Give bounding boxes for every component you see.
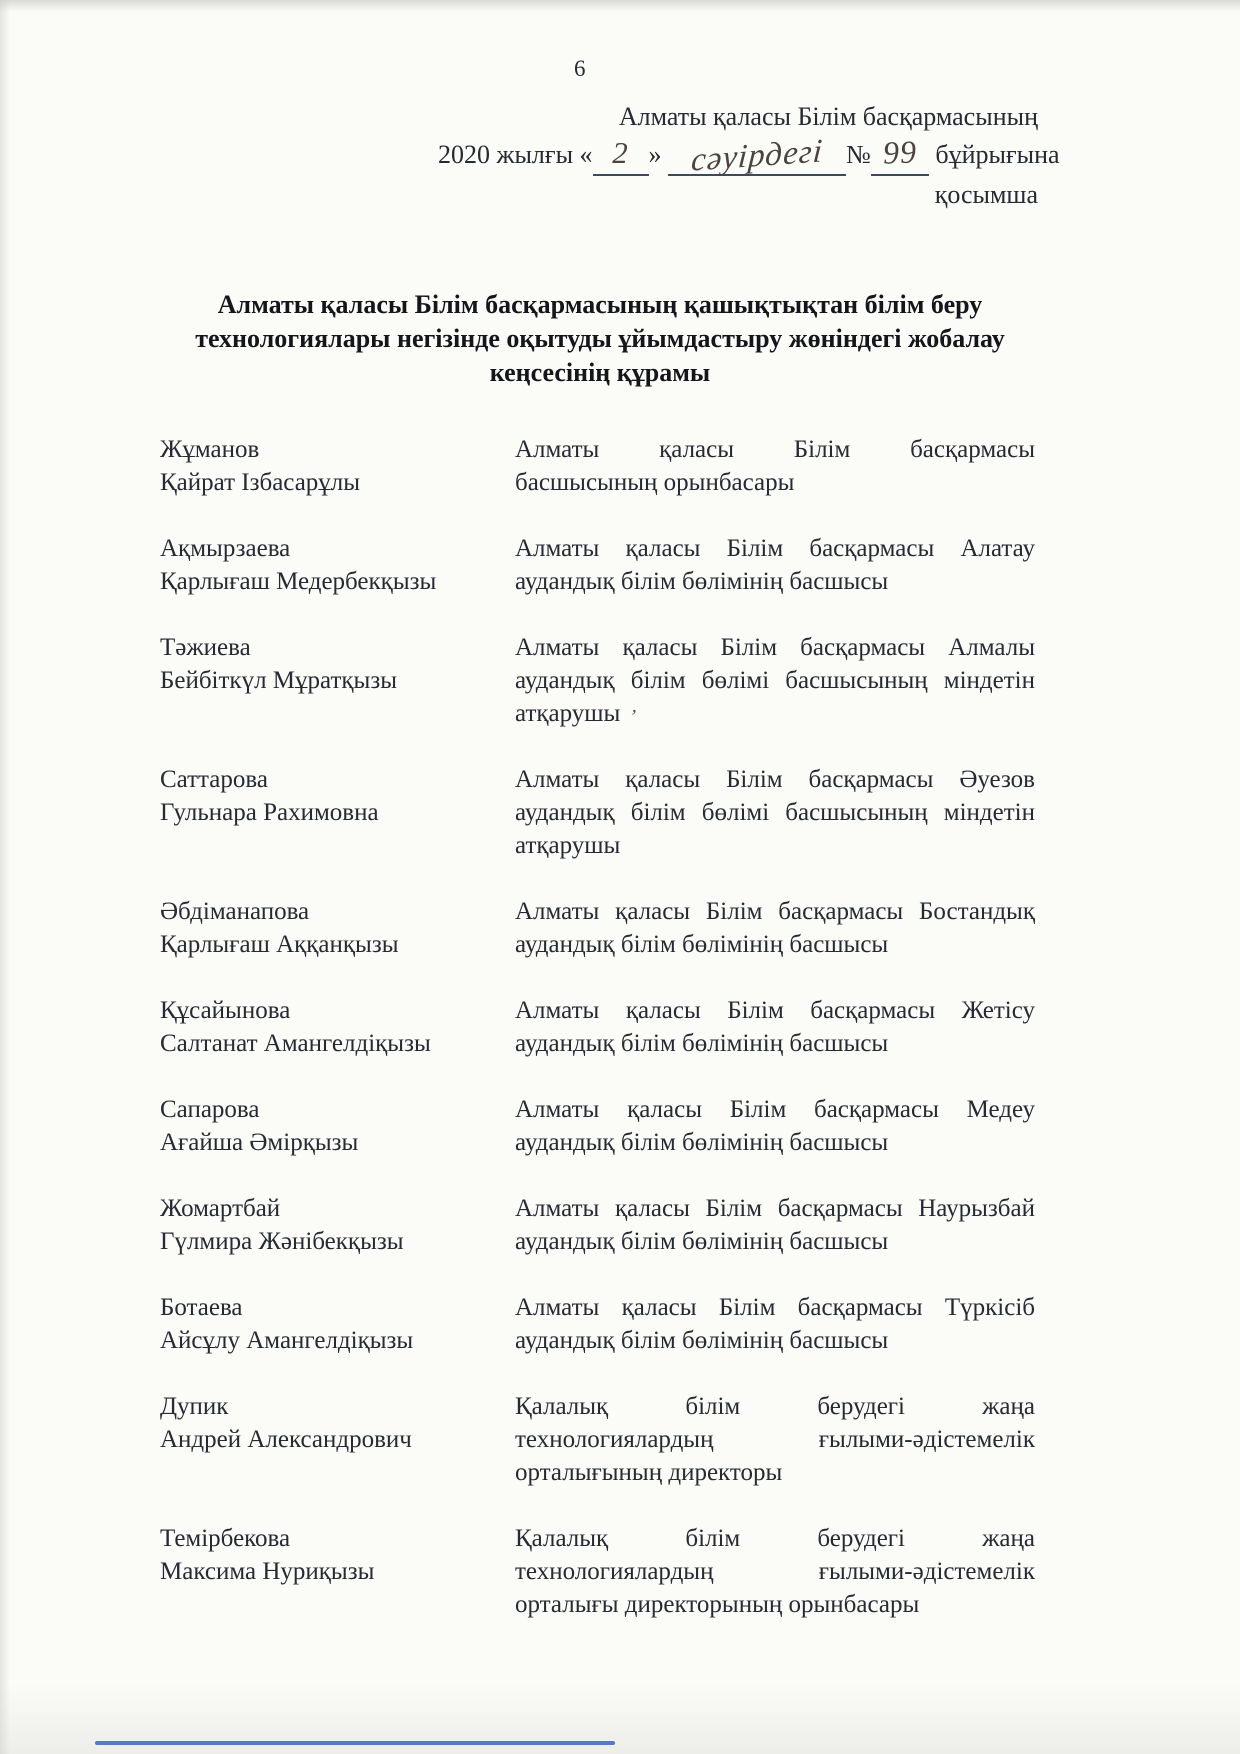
member-surname: Әбдіманапова	[160, 898, 310, 925]
member-given-names: Айсұлу Амангелдіқызы	[160, 1327, 414, 1354]
position-line: Алматы қаласы Білім басқармасы Алмалы	[515, 634, 1035, 661]
handwritten-day: 2	[612, 135, 629, 170]
position-line: атқарушы	[515, 700, 621, 727]
member-surname: Ботаева	[160, 1294, 243, 1321]
page-number: 6	[574, 56, 586, 81]
member-name	[160, 1192, 515, 1258]
month-blank-underline	[668, 133, 846, 179]
handwritten-order-number: 99	[882, 133, 918, 171]
member-surname: Саттарова	[160, 766, 268, 793]
member-name	[160, 1522, 515, 1621]
member-row	[160, 1093, 1035, 1159]
order-number-underline	[871, 133, 929, 176]
order-reference-line2	[438, 133, 1060, 179]
order-reference-block	[438, 98, 1060, 214]
order-date-prefix: 2020 жылғы «	[438, 140, 593, 169]
position-line: аудандық білім бөлімінің басшысы	[515, 1030, 889, 1057]
member-name	[160, 631, 515, 730]
member-position	[515, 1291, 1035, 1357]
member-name	[160, 763, 515, 862]
position-line: Алматы қаласы Білім басқармасы Әуезов	[515, 766, 1035, 793]
member-row	[160, 1522, 1035, 1621]
position-line: Алматы қаласы Білім басқармасы Медеу	[515, 1096, 1035, 1123]
member-surname: Құсайынова	[160, 997, 291, 1024]
order-reference-line3: қосымша	[934, 180, 1038, 209]
member-row	[160, 994, 1035, 1060]
day-blank-underline	[593, 136, 649, 176]
member-name	[160, 433, 515, 499]
position-line: орталығы директорының орынбасары	[515, 1591, 920, 1618]
member-position	[515, 1192, 1035, 1258]
handwritten-month: сәуірдегі	[690, 133, 825, 179]
position-line: басшысының орынбасары	[515, 469, 795, 496]
member-name	[160, 1390, 515, 1489]
member-given-names: Бейбіткүл Мұратқызы	[160, 667, 398, 694]
position-line: аудандық білім бөлімінің басшысы	[515, 568, 889, 595]
member-row	[160, 1390, 1035, 1489]
position-line: орталығының директоры	[515, 1459, 783, 1486]
scan-blue-line-artifact	[95, 1741, 615, 1745]
position-line: технологиялардың ғылыми-әдістемелік	[515, 1558, 1035, 1585]
order-reference-suffix: бұйрығына	[935, 140, 1060, 169]
member-position	[515, 1093, 1035, 1159]
member-given-names: Гүлмира Жәнібекқызы	[160, 1228, 404, 1255]
member-name	[160, 1093, 515, 1159]
order-reference-line1: Алматы қаласы Білім басқармасының	[618, 102, 1038, 131]
position-line: аудандық білім бөлімінің басшысы	[515, 1228, 889, 1255]
member-row	[160, 532, 1035, 598]
title-line: Алматы қаласы Білім басқармасының қашықтықтан білім беру	[217, 290, 983, 319]
position-line: Алматы қаласы Білім басқармасы Алатау	[515, 535, 1035, 562]
position-line: аудандық білім бөлімі басшысының міндетін	[515, 799, 1035, 826]
member-given-names: Гульнара Рахимовна	[160, 799, 379, 826]
member-surname: Ақмырзаева	[160, 535, 291, 562]
member-row	[160, 1291, 1035, 1357]
scan-speck: ’	[628, 705, 639, 729]
member-given-names: Қайрат Ізбасарұлы	[160, 469, 361, 496]
member-surname: Темірбекова	[160, 1525, 291, 1552]
position-line: технологиялардың ғылыми-әдістемелік	[515, 1426, 1035, 1453]
member-position	[515, 532, 1035, 598]
position-line: Қалалық білім берудегі жаңа	[515, 1525, 1035, 1552]
title-line: кеңсесінің құрамы	[489, 358, 711, 387]
close-quote: »	[648, 140, 662, 169]
position-line: аудандық білім бөлімінің басшысы	[515, 1129, 889, 1156]
member-name	[160, 1291, 515, 1357]
position-line: Қалалық білім берудегі жаңа	[515, 1393, 1035, 1420]
member-name	[160, 532, 515, 598]
member-row	[160, 1192, 1035, 1258]
members-list	[160, 433, 1035, 1654]
position-line: Алматы қаласы Білім басқармасы Бостандық	[515, 898, 1035, 925]
numero-sign: №	[846, 140, 871, 169]
position-line: Алматы қаласы Білім басқармасы Жетісу	[515, 997, 1035, 1024]
member-row	[160, 631, 1035, 730]
member-name	[160, 994, 515, 1060]
document-title	[165, 288, 1035, 390]
member-surname: Тәжиева	[160, 634, 251, 661]
member-row	[160, 763, 1035, 862]
member-name	[160, 895, 515, 961]
scan-edge-top-shadow	[0, 0, 1240, 12]
member-row	[160, 433, 1035, 499]
member-position	[515, 433, 1035, 499]
member-given-names: Максима Нуриқызы	[160, 1558, 375, 1585]
member-row	[160, 895, 1035, 961]
member-position	[515, 994, 1035, 1060]
position-line: Алматы қаласы Білім басқармасы Түркісіб	[515, 1294, 1035, 1321]
position-line: аудандық білім бөлімінің басшысы	[515, 1327, 889, 1354]
member-given-names: Қарлығаш Аққанқызы	[160, 931, 399, 958]
member-given-names: Андрей Александрович	[160, 1426, 412, 1453]
member-position	[515, 1390, 1035, 1489]
member-position	[515, 631, 1035, 730]
member-position	[515, 895, 1035, 961]
member-position	[515, 763, 1035, 862]
position-line: аудандық білім бөлімінің басшысы	[515, 931, 889, 958]
position-line: атқарушы	[515, 832, 621, 859]
member-given-names: Қарлығаш Медербекқызы	[160, 568, 437, 595]
member-surname: Жұманов	[160, 436, 260, 463]
member-given-names: Ағайша Әмірқызы	[160, 1129, 359, 1156]
member-surname: Жомартбай	[160, 1195, 281, 1222]
member-surname: Сапарова	[160, 1096, 260, 1123]
position-line: Алматы қаласы Білім басқармасы Наурызбай	[515, 1195, 1035, 1222]
scan-edge-left-shadow	[0, 0, 10, 1754]
position-line: аудандық білім бөлімі басшысының міндетін	[515, 667, 1035, 694]
title-line: технологиялары негізінде оқытуды ұйымдастыру жөніндегі жобалау	[195, 324, 1005, 353]
position-line: Алматы қаласы Білім басқармасы	[515, 436, 1035, 463]
member-given-names: Салтанат Амангелдіқызы	[160, 1030, 431, 1057]
member-position	[515, 1522, 1035, 1621]
member-surname: Дупик	[160, 1393, 229, 1420]
